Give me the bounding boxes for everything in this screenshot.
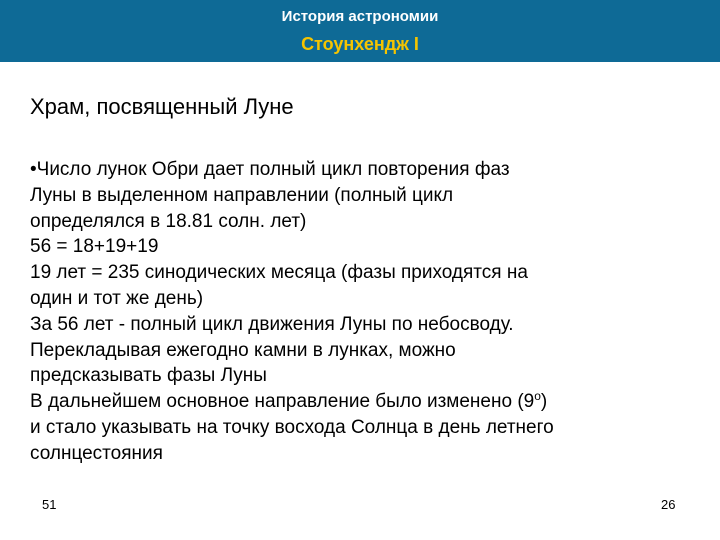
body-line-10-text: В дальнейшем основное направление было изменено (9 <box>30 391 535 413</box>
body-line-11: и стало указывать на точку восхода Солнца в день летнего <box>30 416 554 438</box>
body-line-6: один и тот же день) <box>30 287 204 309</box>
header-title: История астрономии <box>281 8 439 25</box>
slide-header <box>0 0 720 62</box>
slide-body <box>30 157 710 467</box>
body-line-7: За 56 лет - полный цикл движения Луны по небосводу. <box>30 313 514 335</box>
body-line-3: определялся в 18.81 солн. лет) <box>30 210 307 232</box>
body-line-4: 56 = 18+19+19 <box>30 236 159 258</box>
body-line-1: •Число лунок Обри дает полный цикл повторения фаз <box>30 159 510 180</box>
body-line-10 <box>30 389 710 415</box>
body-line-2: Луны в выделенном направлении (полный цикл <box>30 184 454 206</box>
page-number-right: 26 <box>661 497 676 512</box>
degree-superscript: o <box>534 389 541 404</box>
body-line-12: солнцестояния <box>30 442 163 464</box>
body-line-8: Перекладывая ежегодно камни в лунках, можно <box>30 339 456 361</box>
page-number-left: 51 <box>42 497 57 512</box>
body-line-10-suffix: ) <box>540 391 548 413</box>
body-line-5: 19 лет = 235 синодических месяца (фазы приходятся на <box>30 262 528 284</box>
header-subtitle: Стоунхендж I <box>301 34 419 54</box>
slide-heading: Храм, посвященный Луне <box>30 94 294 119</box>
body-line-9: предсказывать фазы Луны <box>30 365 267 387</box>
